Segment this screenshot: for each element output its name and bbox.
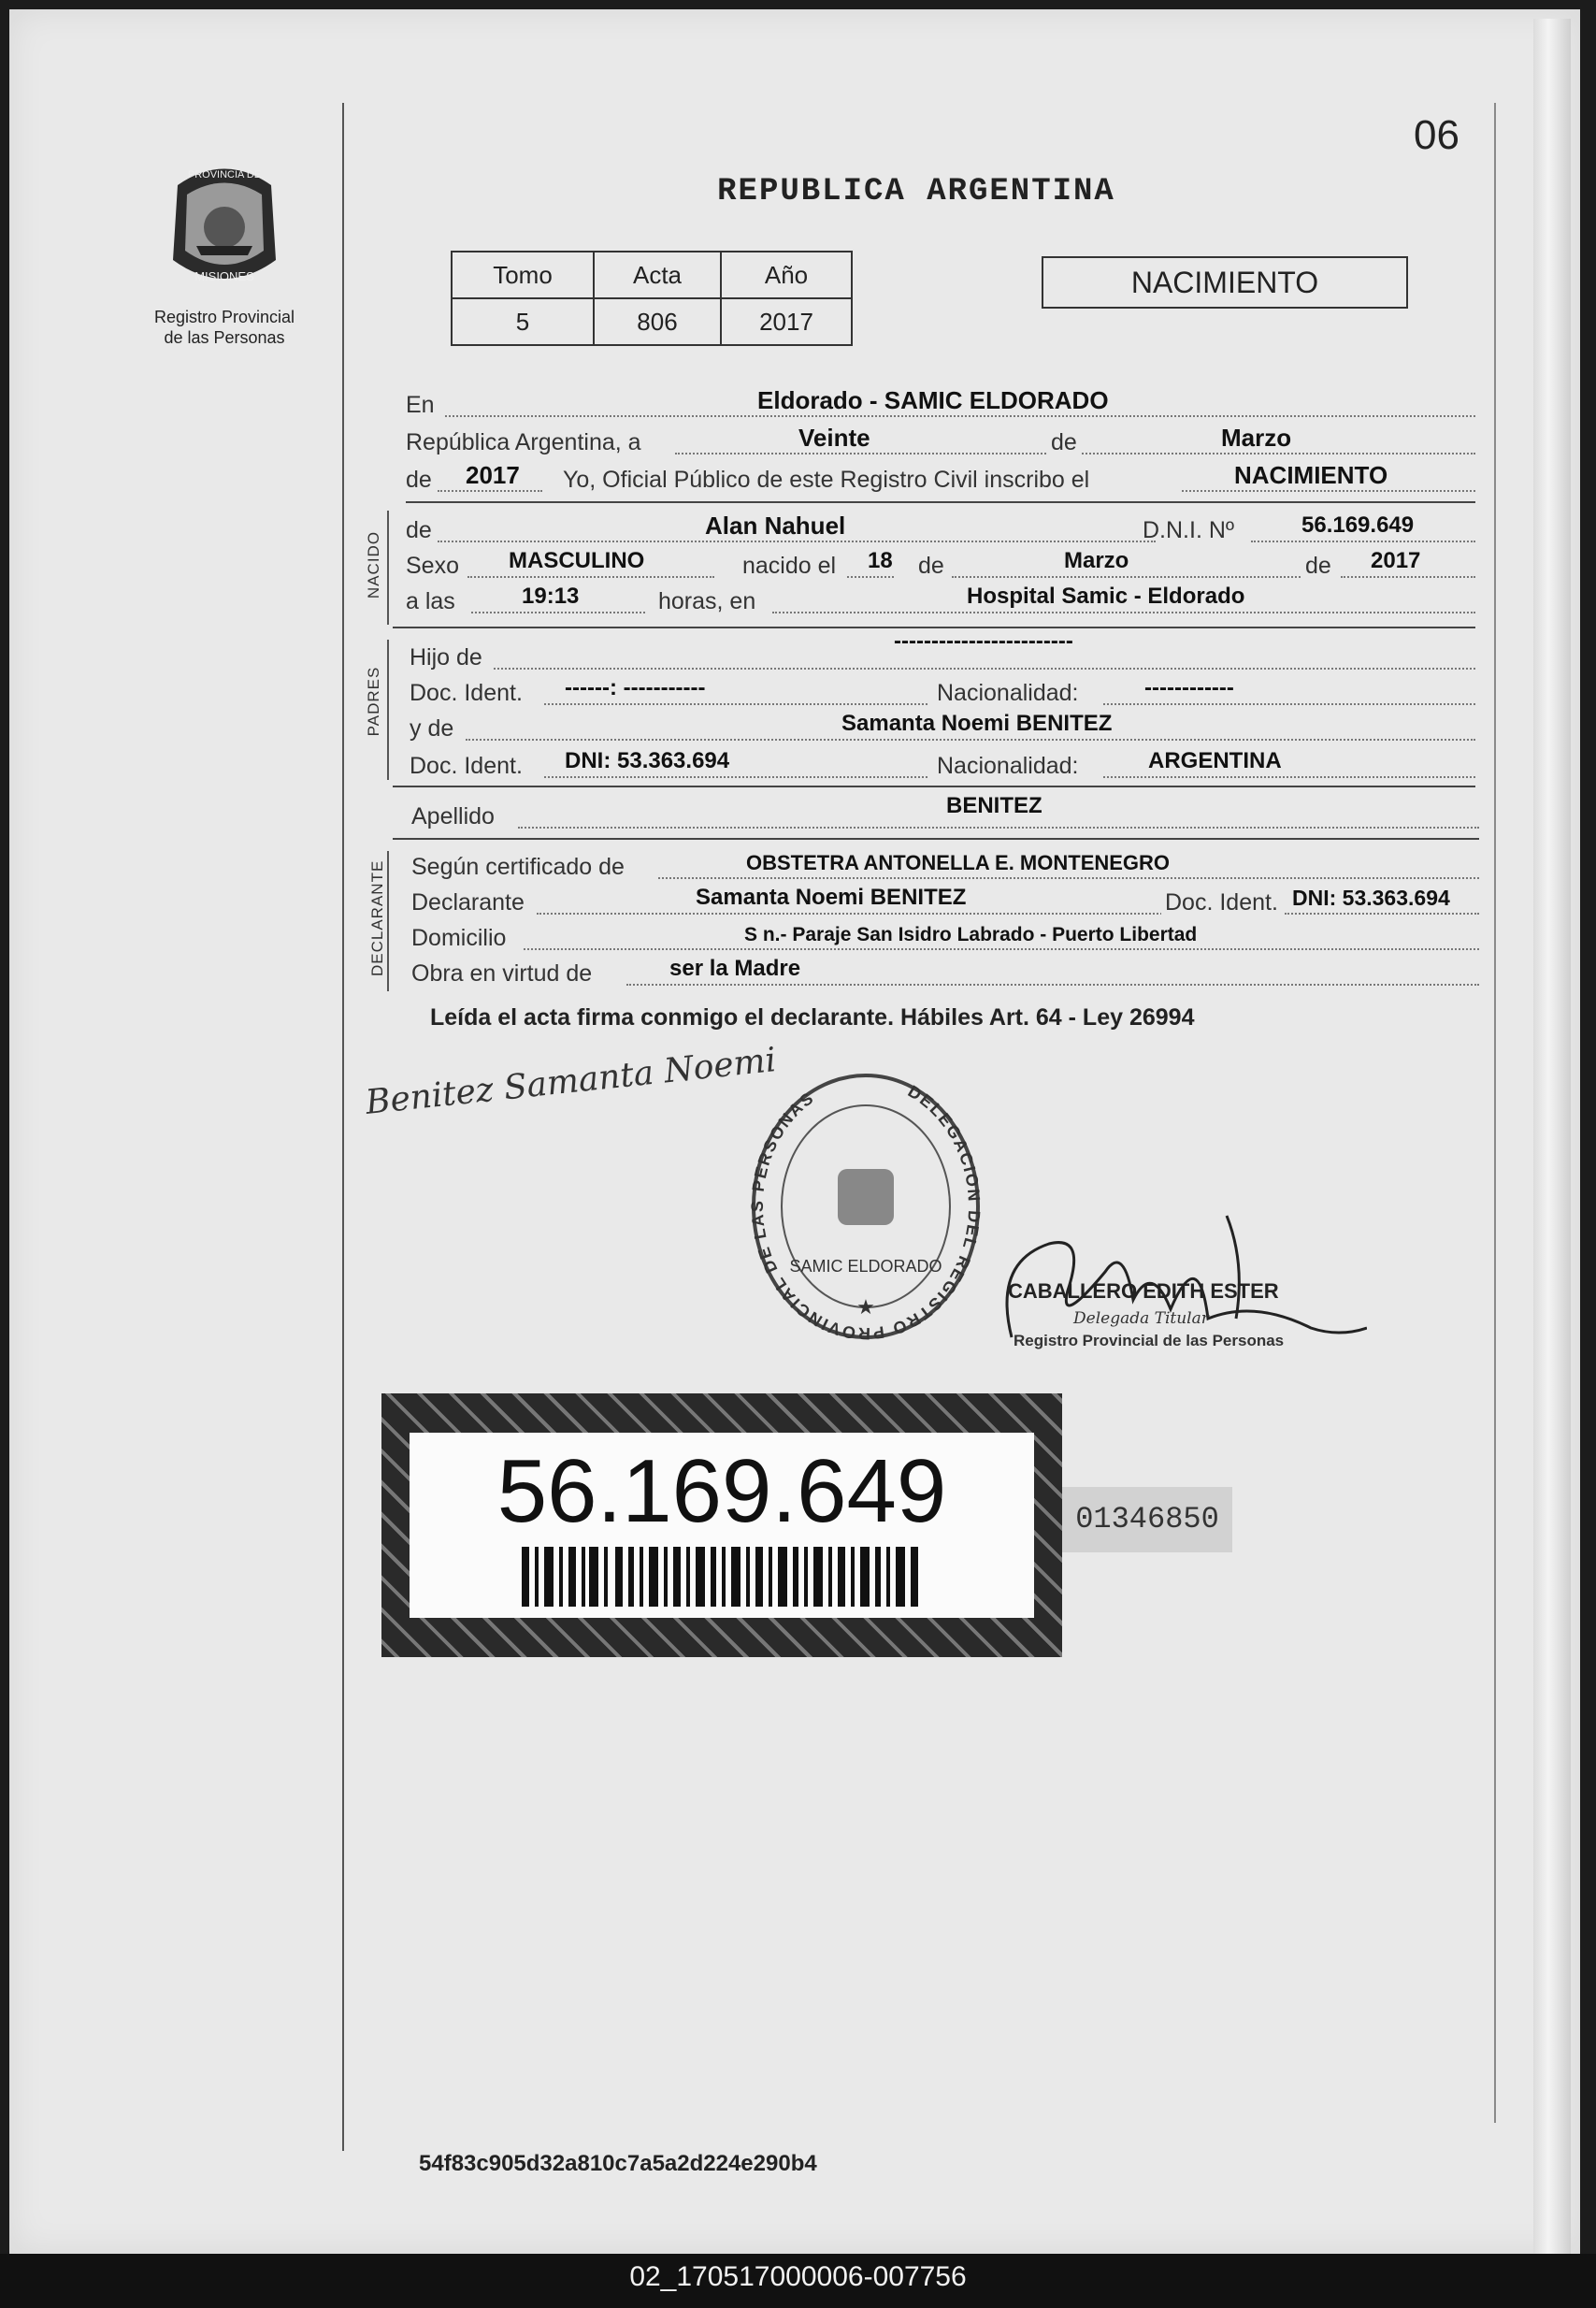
- label-doc-ident: Doc. Ident.: [410, 680, 523, 706]
- label-de-name: de: [406, 517, 432, 543]
- dotted-line: [658, 877, 1479, 879]
- value-obra: ser la Madre: [669, 956, 801, 981]
- ref-header-ano: Año: [721, 252, 852, 298]
- dotted-line: [438, 490, 542, 492]
- value-birth-month: Marzo: [1064, 548, 1129, 573]
- row-domicilio: [406, 918, 1475, 954]
- nacido-bar: [387, 511, 389, 625]
- row-nacido-sexo: [406, 546, 1475, 582]
- label-y-de: y de: [410, 715, 454, 742]
- dotted-line: [544, 703, 927, 705]
- dotted-line: [1182, 490, 1475, 492]
- label-en: En: [406, 392, 435, 418]
- row-inscribo: [406, 460, 1475, 496]
- dotted-line: [772, 612, 1475, 613]
- dotted-line: [1341, 576, 1475, 578]
- value-birth-year: 2017: [1371, 548, 1421, 573]
- label-republica: República Argentina, a: [406, 429, 641, 455]
- row-father-doc: [406, 673, 1475, 709]
- dotted-line: [626, 984, 1479, 986]
- registry-stamp: [744, 1057, 987, 1356]
- dotted-line: [438, 541, 1156, 542]
- barcode: [522, 1547, 924, 1607]
- scan-file-id: 02_170517000006-007756: [629, 2261, 967, 2292]
- id-number-sticker: [381, 1393, 1062, 1657]
- value-birth-place: Hospital Samic - Eldorado: [967, 584, 1245, 609]
- label-horas-en: horas, en: [658, 588, 756, 614]
- registry-label-line-2: de las Personas: [164, 328, 285, 347]
- left-margin-line: [342, 103, 344, 2151]
- label-doc-ident-declarante: Doc. Ident.: [1161, 889, 1282, 916]
- dotted-line: [494, 668, 1475, 670]
- dotted-line: [467, 576, 714, 578]
- reference-table: [451, 251, 853, 346]
- declarante-bar: [387, 851, 389, 991]
- label-domicilio: Domicilio: [411, 925, 507, 951]
- dotted-line: [1103, 776, 1475, 778]
- value-father-doc: ------: -----------: [565, 675, 706, 700]
- dotted-line: [524, 948, 1479, 950]
- value-mother-doc: DNI: 53.363.694: [565, 748, 730, 773]
- value-month: Marzo: [1221, 424, 1292, 452]
- section-label-declarante: DECLARANTE: [368, 859, 386, 976]
- value-year: 2017: [466, 461, 520, 489]
- label-sexo: Sexo: [406, 553, 459, 579]
- value-mother-nat: ARGENTINA: [1148, 748, 1282, 773]
- sticker-inner: [410, 1433, 1034, 1618]
- document-title: REPUBLICA ARGENTINA: [717, 174, 1115, 209]
- value-birth-day: 18: [868, 548, 893, 573]
- label-a-las: a las: [406, 588, 455, 614]
- value-birth-time: 19:13: [522, 584, 580, 609]
- officer-role: Delegada Titular: [1073, 1309, 1209, 1328]
- label-doc-ident-mother: Doc. Ident.: [410, 753, 523, 779]
- value-certificado: OBSTETRA ANTONELLA E. MONTENEGRO: [746, 851, 1171, 874]
- row-apellido: [406, 793, 1475, 832]
- padres-bar: [387, 640, 389, 780]
- value-sexo: MASCULINO: [509, 548, 645, 573]
- label-de-year2: de: [1301, 553, 1335, 580]
- row-nacido-hora: [406, 582, 1475, 617]
- province-seal-logo: [159, 157, 290, 297]
- row-hijo-de: [406, 628, 1475, 673]
- sticker-number: 56.169.649: [496, 1441, 947, 1541]
- value-child-name: Alan Nahuel: [705, 512, 846, 540]
- officer-org: Registro Provincial de las Personas: [1014, 1332, 1285, 1349]
- dotted-line: [466, 739, 1475, 741]
- dotted-line: [847, 576, 894, 578]
- document-hash: 54f83c905d32a810c7a5a2d224e290b4: [419, 2151, 817, 2176]
- right-margin-line: [1494, 103, 1496, 2123]
- label-de-month: de: [918, 553, 944, 579]
- label-apellido: Apellido: [411, 803, 495, 829]
- row-obra: [406, 954, 1475, 989]
- label-nacido-el: nacido el: [742, 553, 837, 579]
- label-obra: Obra en virtud de: [411, 960, 593, 987]
- value-child-dni: 56.169.649: [1301, 512, 1415, 538]
- value-declarante: Samanta Noemi BENITEZ: [696, 885, 967, 910]
- logo-text-top: PROVINCIA DE: [187, 169, 262, 180]
- stamp-ring-text: DELEGACION DEL REGISTRO PROVINCIAL DE LAS PERSONAS: [747, 1081, 985, 1344]
- row-y-de: [406, 709, 1475, 744]
- row-republica: [406, 423, 1475, 458]
- dotted-line: [544, 776, 927, 778]
- dotted-line: [1103, 703, 1475, 705]
- paper-edge: [1533, 19, 1571, 2254]
- label-nacionalidad: Nacionalidad:: [937, 680, 1079, 706]
- value-father-nat: ------------: [1144, 675, 1234, 700]
- ref-value-tomo: 5: [452, 298, 594, 345]
- ref-value-ano: 2017: [721, 298, 852, 345]
- dotted-line: [518, 827, 1479, 829]
- page-number: 06: [1414, 112, 1459, 158]
- value-mother: Samanta Noemi BENITEZ: [841, 711, 1113, 736]
- section-divider: [393, 838, 1479, 840]
- value-apellido: BENITEZ: [946, 793, 1042, 818]
- logo-text-bottom: MISIONES: [194, 269, 254, 283]
- dotted-line: [952, 576, 1326, 578]
- dotted-line: [471, 612, 645, 613]
- label-segun-certificado: Según certificado de: [411, 854, 625, 880]
- label-hijo-de: Hijo de: [410, 644, 482, 671]
- label-dni: D.N.I. Nº: [1143, 517, 1235, 543]
- label-nacionalidad-mother: Nacionalidad:: [937, 753, 1079, 779]
- stamp-inner-text: SAMIC ELDORADO: [789, 1257, 942, 1276]
- dotted-line: [1251, 541, 1475, 542]
- svg-text:★: ★: [856, 1295, 875, 1319]
- label-declarante: Declarante: [411, 889, 525, 916]
- handwritten-signature: Benitez Samanta Noemi: [364, 1041, 778, 1122]
- value-domicilio: S n.- Paraje San Isidro Labrado - Puerto Libertad: [744, 924, 1198, 945]
- value-declarante-doc: DNI: 53.363.694: [1292, 886, 1450, 910]
- registry-label-line-1: Registro Provincial: [153, 308, 295, 326]
- section-divider: [406, 501, 1475, 503]
- officer-name: CABALLERO EDITH ESTER: [1008, 1279, 1279, 1303]
- section-label-padres: PADRES: [365, 666, 382, 737]
- dotted-line: [445, 415, 1475, 417]
- dotted-line: [1285, 913, 1479, 915]
- ref-header-acta: Acta: [594, 252, 721, 298]
- dotted-line: [537, 913, 1202, 915]
- ref-header-tomo: Tomo: [452, 252, 594, 298]
- value-place-of-act: Eldorado - SAMIC ELDORADO: [757, 386, 1109, 414]
- section-divider: [393, 786, 1475, 787]
- row-declarante: [406, 883, 1475, 918]
- legal-statement: Leída el acta firma conmigo el declarante. Hábiles Art. 64 - Ley 26994: [430, 1004, 1195, 1031]
- act-type-box: NACIMIENTO: [1042, 256, 1408, 309]
- row-en: [406, 385, 1475, 421]
- registry-label: [131, 307, 318, 348]
- label-inscribo: Yo, Oficial Público de este Registro Civil inscribo el: [563, 467, 1090, 493]
- row-nacido-name: [406, 511, 1475, 546]
- row-mother-doc: [406, 746, 1475, 782]
- value-day: Veinte: [798, 424, 870, 452]
- section-label-nacido: NACIDO: [365, 530, 382, 599]
- value-father: ------------------------: [894, 628, 1073, 654]
- label-de: de: [1047, 429, 1081, 456]
- label-de-year: de: [406, 467, 432, 493]
- ref-value-acta: 806: [594, 298, 721, 345]
- value-inscribo: NACIMIENTO: [1234, 461, 1388, 489]
- serial-number: 01346850: [1062, 1487, 1232, 1552]
- row-segun-certificado: [406, 847, 1475, 883]
